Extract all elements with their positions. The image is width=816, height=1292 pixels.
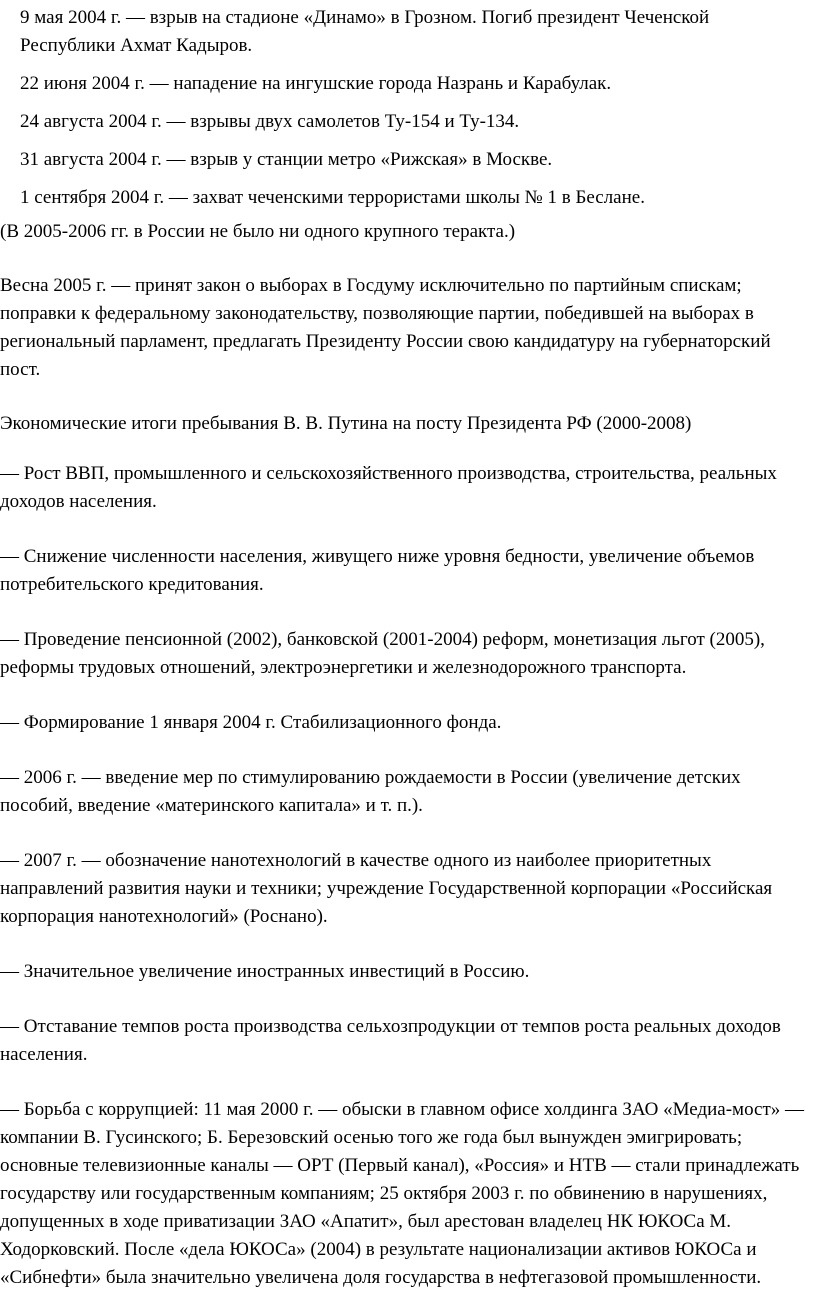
economic-item: — Снижение численности населения, живущего ниже уровня бедности, увеличение объемов потребительского кредитования. <box>0 546 755 595</box>
spring-2005-paragraph: Весна 2005 г. — принят закон о выборах в Госдуму исключительно по партийным спискам; поправки к федеральному законодательству, позволяющие партии, победившей на выборах в региональный парламент, предлагать Президенту России свою кандидатуру на губернаторский пост. <box>0 275 771 380</box>
economic-item: — 2007 г. — обозначение нанотехнологий в качестве одного из наиболее приоритетных направлений развития науки и техники; учреждение Государственной корпорации «Российская корпорация нанотехнологий» (Роснано). <box>0 850 773 927</box>
event-item: 22 июня 2004 г. — нападение на ингушские города Назрань и Карабулак. <box>20 73 612 94</box>
economic-item: — Борьба с коррупцией: 11 мая 2000 г. — обыски в главном офисе холдинга ЗАО «Медиа-мост» — компании В. Гусинского; Б. Березовский осенью того же года был вынужден эмигрировать; основные телевизионные каналы — ОРТ (Первый канал), «Россия» и НТВ — стали принадлежать государству или государственным компаниям; 25 октября 2003 г. по обвинению в нарушениях, допущенных в ходе приватизации ЗАО «Апатит», был арестован владелец НК ЮКОСа М. Ходорковский. После «дела ЮКОСа» (2004) в результате национализации активов ЮКОСа и «Сибнефти» была значительно увеличена доля государства в нефтегазовой промышленности. <box>0 1099 805 1288</box>
note-paragraph: (В 2005-2006 гг. в России не было ни одного крупного теракта.) <box>0 221 516 242</box>
economic-item: — Отставание темпов роста производства сельхозпродукции от темпов роста реальных доходов населения. <box>0 1016 781 1065</box>
event-item: 9 мая 2004 г. — взрыв на стадионе «Динамо» в Грозном. Погиб президент Чеченской Республики Ахмат Кадыров. <box>20 7 710 56</box>
event-item: 24 августа 2004 г. — взрывы двух самолетов Ту-154 и Ту-134. <box>20 111 520 132</box>
economic-heading: Экономические итоги пребывания В. В. Путина на посту Президента РФ (2000-2008) <box>0 413 692 434</box>
economic-item: — Рост ВВП, промышленного и сельскохозяйственного производства, строительства, реальных доходов населения. <box>0 463 777 512</box>
economic-item: — Проведение пенсионной (2002), банковской (2001-2004) реформ, монетизация льгот (2005), реформы трудовых отношений, электроэнергетики и железнодорожного транспорта. <box>0 629 765 678</box>
event-item: 31 августа 2004 г. — взрыв у станции метро «Рижская» в Москве. <box>20 149 553 170</box>
economic-item: — Значительное увеличение иностранных инвестиций в Россию. <box>0 961 530 982</box>
event-item: 1 сентября 2004 г. — захват чеченскими террористами школы № 1 в Беслане. <box>20 187 645 208</box>
economic-item: — 2006 г. — введение мер по стимулированию рождаемости в России (увеличение детских пособий, введение «материнского капитала» и т. п.). <box>0 767 741 816</box>
economic-item: — Формирование 1 января 2004 г. Стабилизационного фонда. <box>0 712 502 733</box>
